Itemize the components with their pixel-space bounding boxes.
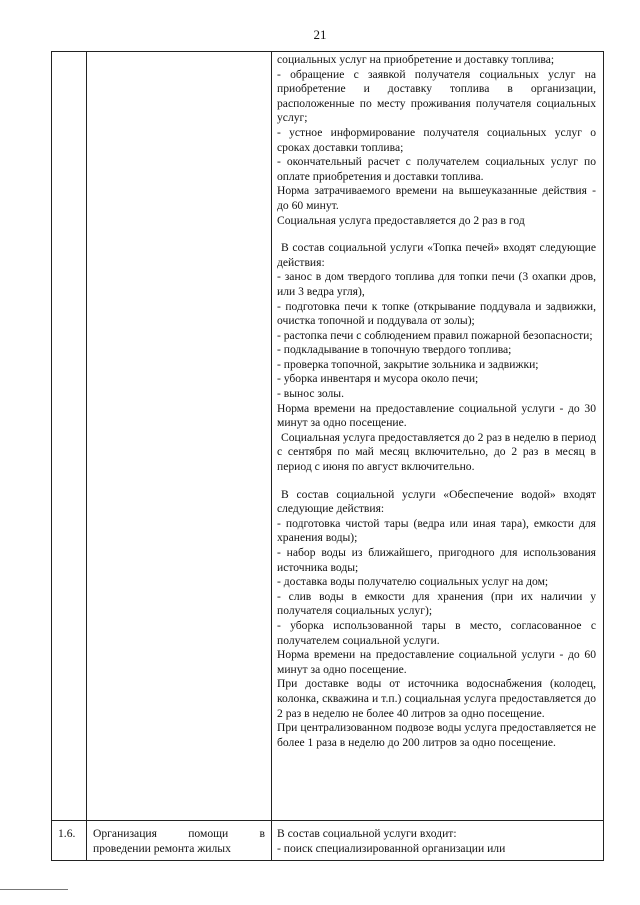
paragraph: Норма времени на предоставление социальной услуги - до 60 минут за одно посещение. <box>277 648 596 676</box>
paragraph: - растопка печи с соблюдением правил пожарной безопасности; <box>277 328 593 342</box>
table-row-continuation <box>52 52 604 821</box>
paragraph: - уборка инвентаря и мусора около печи; <box>277 372 479 386</box>
paragraph: - доставка воды получателю социальных услуг на дом; <box>277 575 549 589</box>
paragraph: - подкладывание в топочную твердого топлива; <box>277 343 512 357</box>
paragraph: При доставке воды от источника водоснабжения (колодец, колонка, скважина и т.п.) социальная услуга предоставляется до 2 раз в неделю не более 40 литров за одно посещение. <box>277 677 596 720</box>
paragraph: - обращение с заявкой получателя социальных услуг на приобретение и доставку топлива в организации, расположенные по месту проживания получателя социальных услуг; <box>277 67 596 125</box>
service-description-cell <box>272 821 604 861</box>
paragraph: - окончательный расчет с получателем социальных услуг по оплате приобретения и доставки топлива. <box>277 155 596 183</box>
paragraph: Норма затрачиваемого времени на вышеуказанные действия - до 60 минут. <box>277 184 596 212</box>
paragraph: - набор воды из ближайшего, пригодного для использования источника воды; <box>277 546 596 574</box>
paragraph: социальных услуг на приобретение и доставку топлива; <box>277 53 555 66</box>
paragraph: - занос в дом твердого топлива для топки печи (3 охапки дров, или 3 ведра угля), <box>277 270 596 298</box>
water-supply-block <box>277 488 596 751</box>
paragraph: - подготовка чистой тары (ведра или иная тара), емкости для хранения воды); <box>277 516 596 545</box>
paragraph: - уборка использованной тары в место, согласованное с получателем социальной услуги. <box>277 618 596 647</box>
fuel-delivery-block <box>277 53 596 228</box>
page-number: 21 <box>313 27 327 42</box>
paragraph: - поиск специализированной организации или <box>277 841 506 855</box>
paragraph: Социальная услуга предоставляется до 2 раз в неделю в период с сентября по май месяц включительно, до 2 раз в месяц в период с июня по август включительно. <box>277 430 596 474</box>
paragraph: - вынос золы. <box>277 387 344 401</box>
table-row-1-6 <box>52 821 604 861</box>
paragraph: Социальная услуга предоставляется до 2 раз в год <box>277 213 525 227</box>
paragraph: - подготовка печи к топке (открывание поддувала и задвижки, очистка топочной и поддувала от золы); <box>277 299 596 328</box>
service-name-cell <box>87 52 272 821</box>
paragraph: В состав социальной услуги «Топка печей» входят следующие действия: <box>277 241 596 269</box>
services-table <box>51 51 604 861</box>
paragraph: - устное информирование получателя социальных услуг о сроках доставки топлива; <box>277 125 596 154</box>
service-description-cell <box>272 52 604 821</box>
stove-heating-block <box>277 241 596 475</box>
footnote-divider <box>0 889 68 890</box>
paragraph: В состав социальной услуги входит: <box>277 827 457 840</box>
row-number-cell <box>52 52 87 821</box>
paragraph: В состав социальной услуги «Обеспечение водой» входят следующие действия: <box>277 487 596 516</box>
paragraph: При централизованном подвозе воды услуга предоставляется не более 1 раза в неделю до 200 литров за одно посещение. <box>277 721 596 749</box>
paragraph: - проверка топочной, закрытие зольника и задвижки; <box>277 357 539 371</box>
paragraph: Норма времени на предоставление социальной услуги - до 30 минут за одно посещение. <box>277 401 596 430</box>
paragraph: - слив воды в емкости для хранения (при их наличии у получателя социальных услуг); <box>277 589 596 618</box>
row-number-cell: 1.6. <box>52 821 87 861</box>
service-name-cell: Организация помощи в проведении ремонта жилых <box>87 821 272 861</box>
